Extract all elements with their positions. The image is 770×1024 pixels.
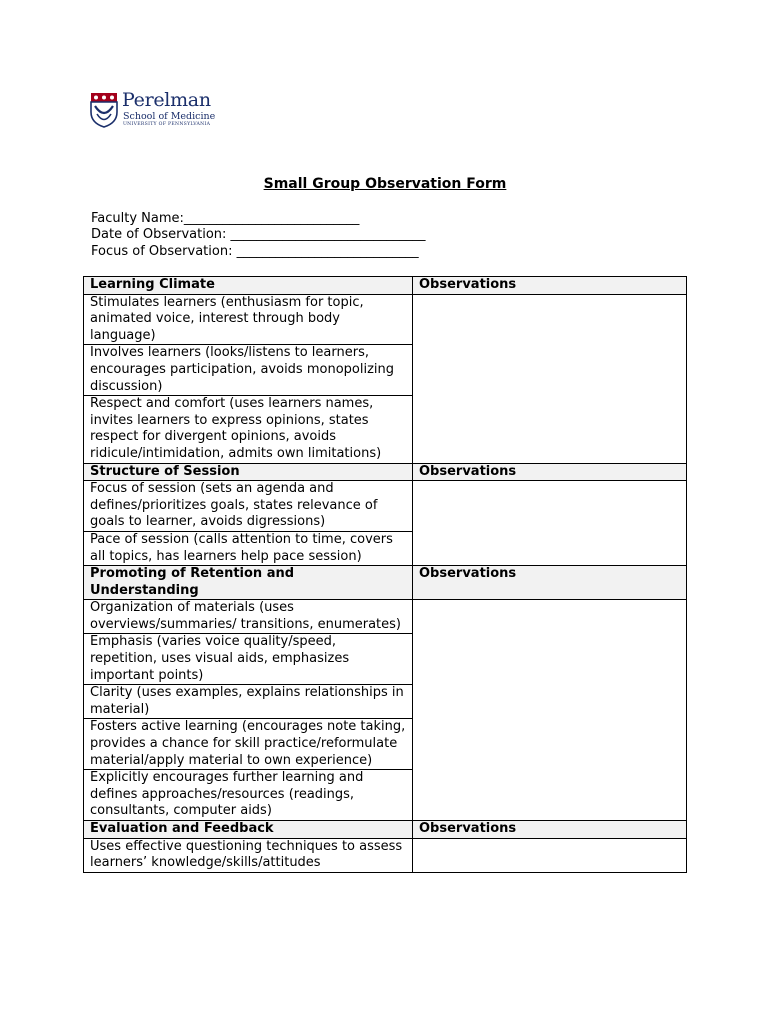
criterion-cell: Explicitly encourages further learning and defines approaches/resources (readings, consultants, computer aids) bbox=[84, 770, 413, 821]
section-heading: Evaluation and Feedback bbox=[84, 821, 413, 839]
criterion-cell: Pace of session (calls attention to time, covers all topics, has learners help pace session) bbox=[84, 531, 413, 565]
observations-cell[interactable] bbox=[413, 294, 687, 463]
observation-table bbox=[83, 276, 687, 873]
observations-cell[interactable] bbox=[413, 838, 687, 872]
criterion-cell: Uses effective questioning techniques to assess learners’ knowledge/skills/attitudes bbox=[84, 838, 413, 872]
section-header-learning-climate bbox=[84, 277, 687, 295]
criterion-cell: Clarity (uses examples, explains relationships in material) bbox=[84, 685, 413, 719]
logo-school: School of Medicine bbox=[123, 111, 216, 122]
section-header-retention-understanding bbox=[84, 566, 687, 600]
criterion-cell: Organization of materials (uses overviews/summaries/ transitions, enumerates) bbox=[84, 600, 413, 634]
criterion-cell: Focus of session (sets an agenda and defines/prioritizes goals, states relevance of goals to learner, avoids digressions) bbox=[84, 481, 413, 532]
observations-header: Observations bbox=[413, 566, 687, 600]
table-row bbox=[84, 294, 687, 345]
penn-shield-icon bbox=[90, 92, 118, 128]
section-header-evaluation-feedback bbox=[84, 821, 687, 839]
observations-header: Observations bbox=[413, 463, 687, 481]
observations-header: Observations bbox=[413, 277, 687, 295]
section-header-structure-of-session bbox=[84, 463, 687, 481]
criterion-cell: Fosters active learning (encourages note taking, provides a chance for skill practice/reformulate material/apply material to own experience) bbox=[84, 719, 413, 770]
faculty-name-field: Faculty Name:___________________________ bbox=[91, 211, 360, 226]
criterion-cell: Emphasis (varies voice quality/speed, repetition, uses visual aids, emphasizes important points) bbox=[84, 634, 413, 685]
criterion-cell: Respect and comfort (uses learners names, invites learners to express opinions, states respect for divergent opinions, avoids ridicule/intimidation, admits own limitations) bbox=[84, 396, 413, 463]
logo-name: Perelman bbox=[122, 89, 211, 111]
observations-cell[interactable] bbox=[413, 600, 687, 821]
date-of-observation-field: Date of Observation: ______________________________ bbox=[91, 227, 426, 242]
logo-university: UNIVERSITY OF PENNSYLVANIA bbox=[123, 122, 211, 127]
observations-header: Observations bbox=[413, 821, 687, 839]
table-row bbox=[84, 600, 687, 634]
observations-cell[interactable] bbox=[413, 481, 687, 566]
table-row bbox=[84, 481, 687, 532]
section-heading: Structure of Session bbox=[84, 463, 413, 481]
criterion-cell: Involves learners (looks/listens to learners, encourages participation, avoids monopolizing discussion) bbox=[84, 345, 413, 396]
table-row bbox=[84, 838, 687, 872]
focus-of-observation-field: Focus of Observation: ____________________________ bbox=[91, 244, 419, 259]
criterion-cell: Stimulates learners (enthusiasm for topic, animated voice, interest through body language) bbox=[84, 294, 413, 345]
section-heading: Learning Climate bbox=[84, 277, 413, 295]
perelman-logo bbox=[90, 89, 220, 132]
form-title: Small Group Observation Form bbox=[263, 176, 507, 192]
section-heading: Promoting of Retention and Understanding bbox=[84, 566, 413, 600]
